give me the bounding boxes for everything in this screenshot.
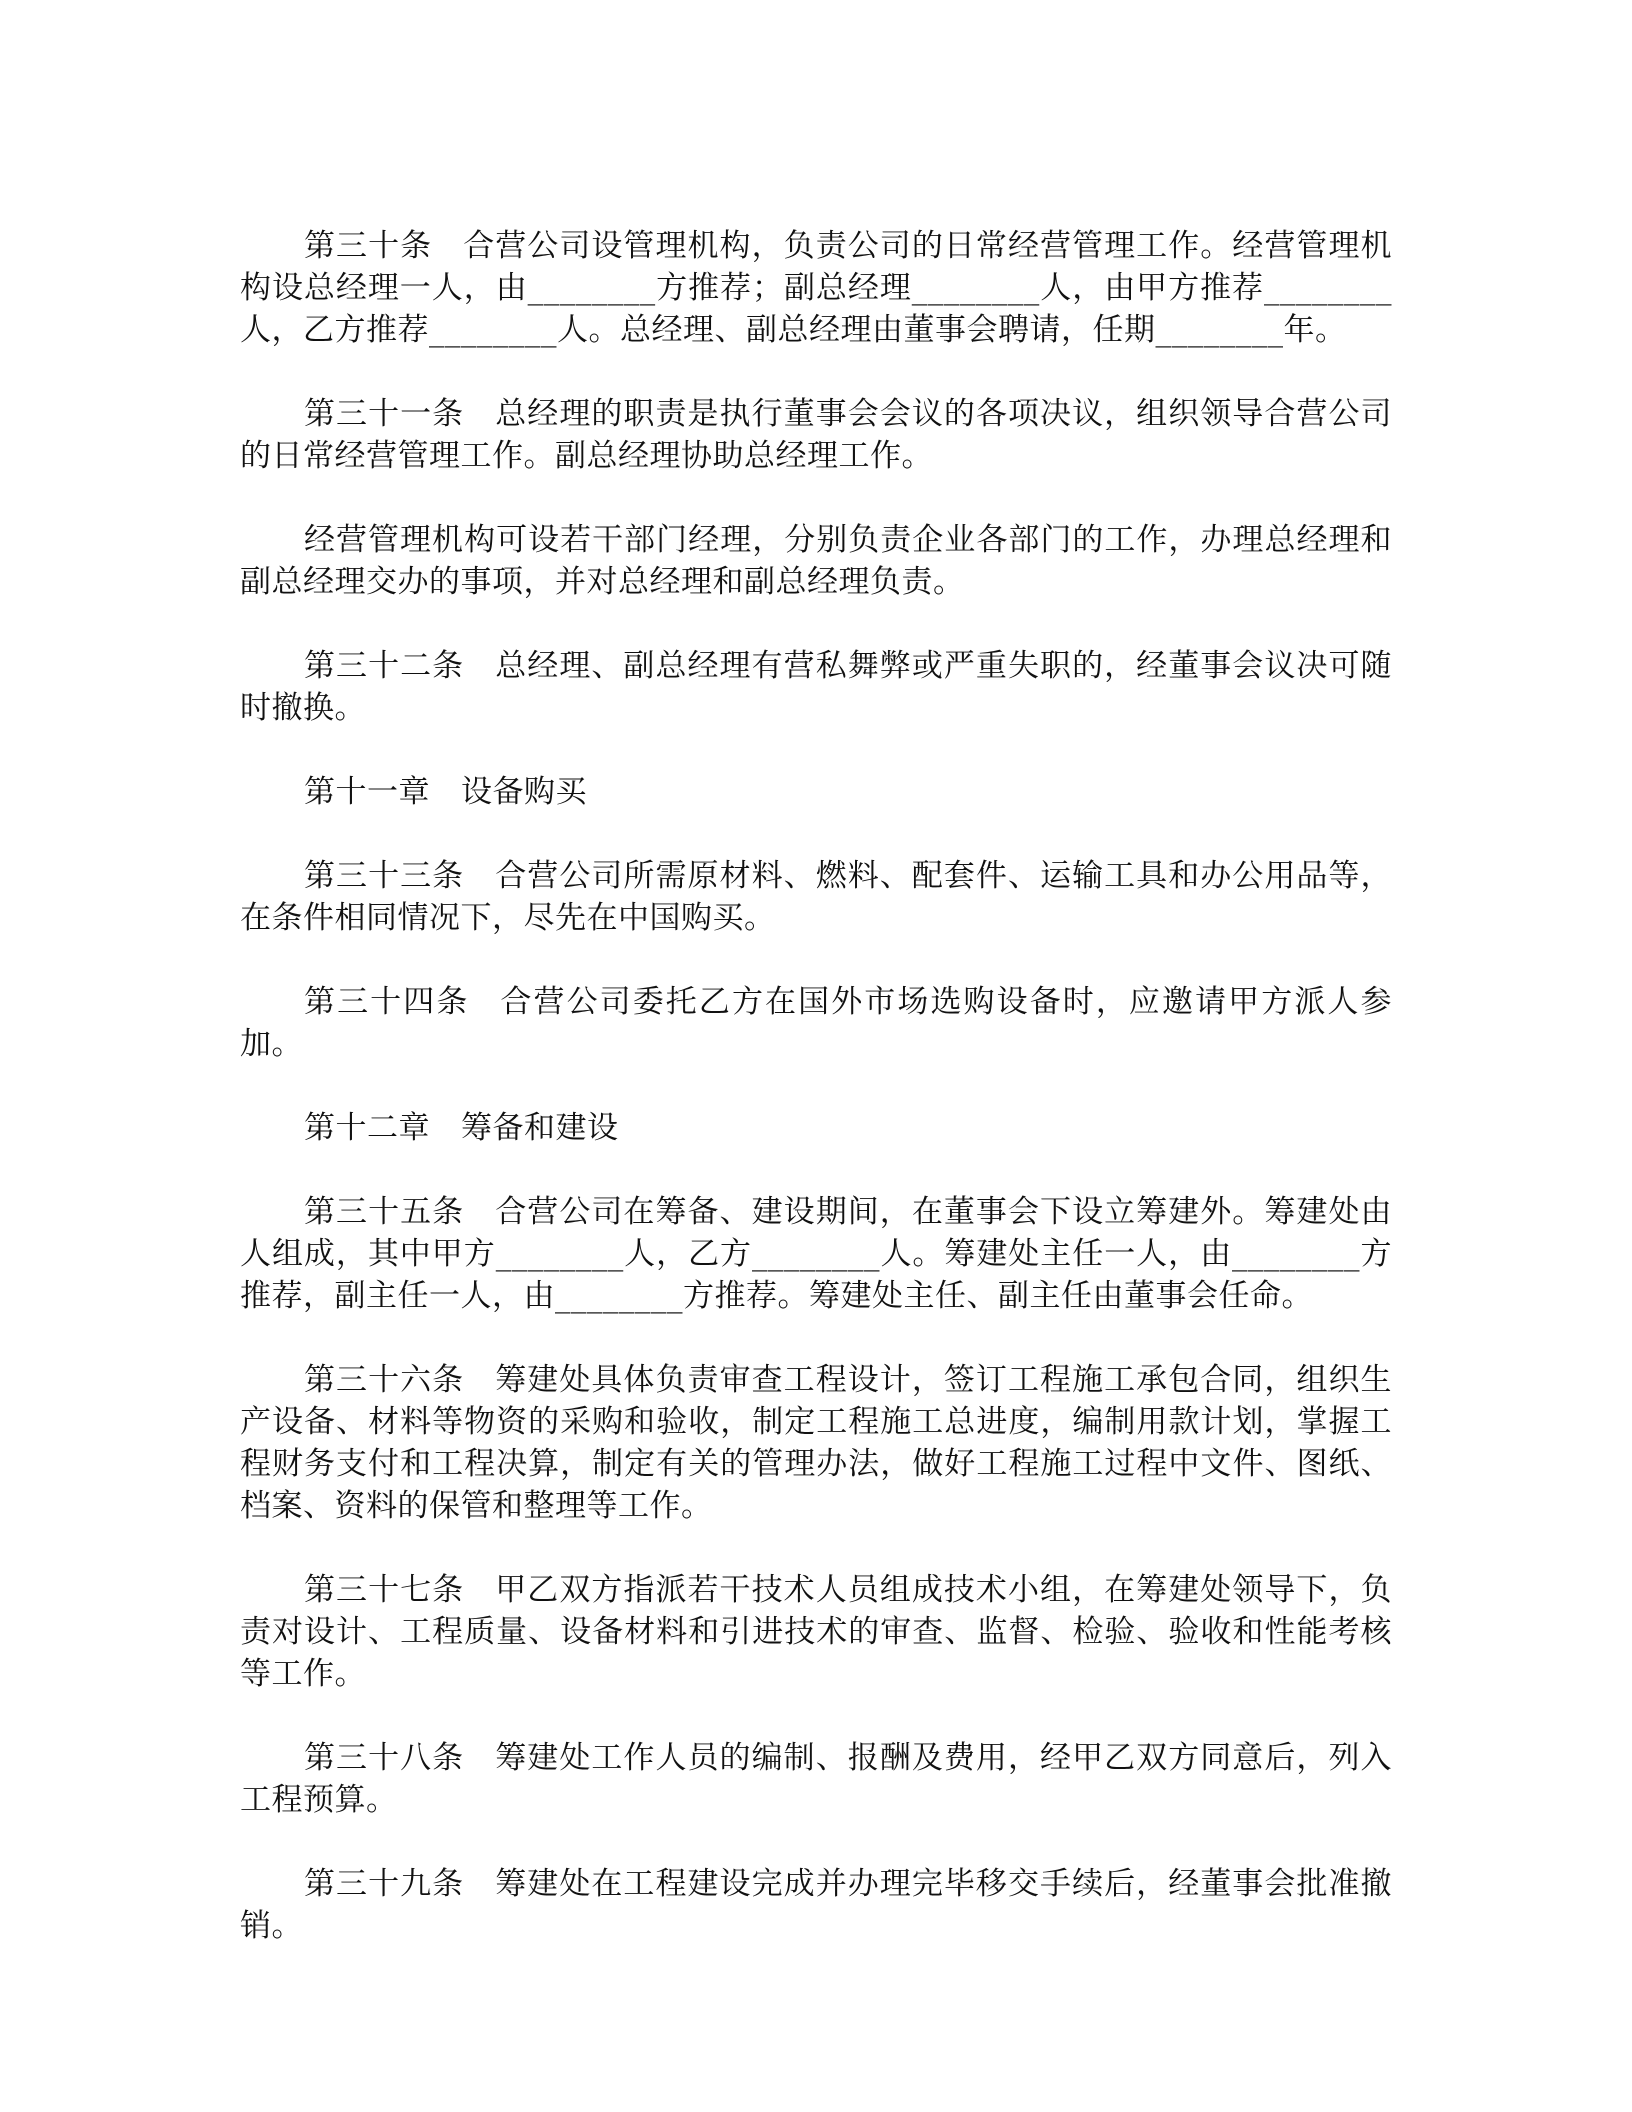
article-text: 合营公司在筹备、建设期间，在董事会下设立筹建外。筹建处由人组成，其中甲方________人，乙方________人。筹建处主任一人，由________方推荐，副主任一人，由________方推荐。筹建处主任、副主任由董事会任命。 — [240, 1194, 1392, 1314]
article-label: 第三十四条 — [304, 984, 470, 1020]
article-text: 总经理的职责是执行董事会会议的各项决议，组织领导合营公司的日常经营管理工作。副总经理协助总经理工作。 — [240, 396, 1392, 474]
article-text: 合营公司所需原材料、燃料、配套件、运输工具和办公用品等，在条件相同情况下，尽先在中国购买。 — [240, 858, 1392, 936]
article-31 — [240, 393, 1392, 477]
article-text: 总经理、副总经理有营私舞弊或严重失职的，经董事会议决可随时撤换。 — [240, 648, 1392, 726]
article-32 — [240, 645, 1392, 729]
chapter-12-heading — [240, 1107, 1392, 1149]
article-text: 筹建处工作人员的编制、报酬及费用，经甲乙双方同意后，列入工程预算。 — [240, 1740, 1392, 1818]
document-body — [240, 225, 1392, 1989]
chapter-label: 第十一章 — [304, 774, 430, 810]
article-text: 合营公司委托乙方在国外市场选购设备时，应邀请甲方派人参加。 — [240, 984, 1393, 1062]
article-34 — [240, 981, 1392, 1065]
article-31-continued — [240, 519, 1392, 603]
article-37 — [240, 1569, 1392, 1695]
article-label: 第三十九条 — [304, 1866, 465, 1902]
article-label: 第三十三条 — [304, 858, 465, 894]
chapter-title: 筹备和建设 — [461, 1110, 619, 1146]
article-label: 第三十条 — [304, 228, 433, 264]
article-text: 经营管理机构可设若干部门经理，分别负责企业各部门的工作，办理总经理和副总经理交办的事项，并对总经理和副总经理负责。 — [240, 522, 1392, 600]
article-36 — [240, 1359, 1392, 1527]
chapter-label: 第十二章 — [304, 1110, 430, 1146]
article-label: 第三十二条 — [304, 648, 465, 684]
article-39 — [240, 1863, 1392, 1947]
article-label: 第三十一条 — [304, 396, 465, 432]
article-label: 第三十五条 — [304, 1194, 465, 1230]
article-text: 甲乙双方指派若干技术人员组成技术小组，在筹建处领导下，负责对设计、工程质量、设备材料和引进技术的审查、监督、检验、验收和性能考核等工作。 — [240, 1572, 1392, 1692]
article-label: 第三十七条 — [304, 1572, 465, 1608]
article-38 — [240, 1737, 1392, 1821]
article-text: 筹建处在工程建设完成并办理完毕移交手续后，经董事会批准撤销。 — [240, 1866, 1392, 1944]
article-text: 合营公司设管理机构，负责公司的日常经营管理工作。经营管理机构设总经理一人，由________方推荐；副总经理________人，由甲方推荐________人，乙方推荐________人。总经理、副总经理由董事会聘请，任期________年。 — [240, 228, 1392, 348]
article-text: 筹建处具体负责审查工程设计，签订工程施工承包合同，组织生产设备、材料等物资的采购和验收，制定工程施工总进度，编制用款计划，掌握工程财务支付和工程决算，制定有关的管理办法，做好工程施工过程中文件、图纸、档案、资料的保管和整理等工作。 — [240, 1362, 1392, 1524]
article-label: 第三十六条 — [304, 1362, 465, 1398]
article-33 — [240, 855, 1392, 939]
article-35 — [240, 1191, 1392, 1317]
chapter-title: 设备购买 — [461, 774, 587, 810]
chapter-11-heading — [240, 771, 1392, 813]
article-30 — [240, 225, 1392, 351]
article-label: 第三十八条 — [304, 1740, 465, 1776]
